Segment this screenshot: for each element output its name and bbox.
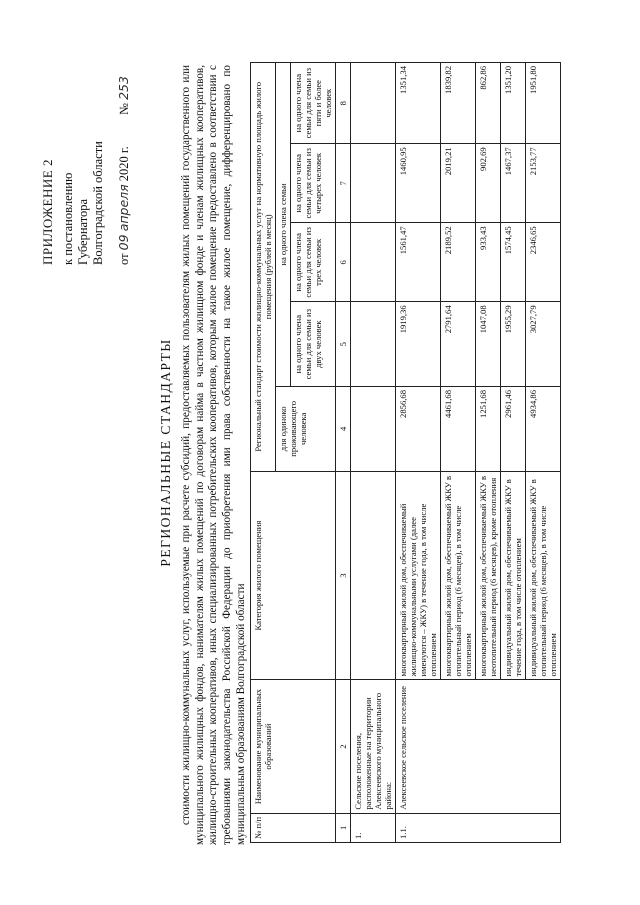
column-number: 1 [336,813,351,842]
column-number: 4 [336,387,351,472]
section-num: 1. [351,813,396,842]
value-cell: 902,69 [476,144,501,223]
handwritten-day: 09 [116,234,131,251]
value-cell: 1839,82 [441,63,476,144]
value-cell: 1955,29 [501,302,526,387]
column-number: 8 [336,63,351,144]
header-standard: Региональный стандарт стоимости жилищно-коммунальных услуг на нормативную площадь жилого помещения (рублей в месяц) [251,63,276,472]
category-cell: индивидуальный жилой дом, обеспечиваемый ЖКУ в отопительный период (6 месяцев), в том числе отоплением [526,471,561,680]
value-cell: 1919,36 [396,302,441,387]
column-number: 3 [336,471,351,680]
value-cell: 2153,77 [526,144,561,223]
appendix-line: Губернатора [76,198,90,265]
header-category: Категория жилого помещения [251,471,336,680]
column-number: 6 [336,223,351,302]
subsection-num: 1.1. [396,813,561,842]
header-family5: на одного члена семьи для семьи из пяти и более человек [291,63,336,144]
appendix-date: от 09 апреля 2020 г. № 253 [116,76,131,265]
column-number: 5 [336,302,351,387]
column-number: 7 [336,144,351,223]
header-family4: на одного члена семьи для семьи из четырех человек [291,144,336,223]
value-cell: 2346,65 [526,223,561,302]
value-cell: 1574,45 [501,223,526,302]
value-cell: 1351,20 [501,63,526,144]
value-cell: 3027,79 [526,302,561,387]
value-cell: 1951,80 [526,63,561,144]
table-header-row [251,63,276,843]
document-heading: РЕГИОНАЛЬНЫЕ СТАНДАРТЫ [158,338,173,567]
value-cell: 2856,68 [396,387,441,472]
value-cell: 1351,34 [396,63,441,144]
section-name: Сельские поселения, расположенные на территории Алексеевского муниципального района: [351,680,396,813]
header-per-member: на одного члена семьи [276,63,291,387]
appendix-line: к постановлению [61,172,75,265]
value-cell: 4934,86 [526,387,561,472]
value-cell: 2189,52 [441,223,476,302]
handwritten-month: апреля [116,184,131,232]
value-cell: 862,86 [476,63,501,144]
standards-table [250,62,561,843]
intro-paragraph: стоимости жилищно-коммунальных услуг, используемые при расчете субсидий, предоставляемых пользователям жилых помещений государственного или муниципального жилищных фондов, нанимателям жилых помещений по договорам найма в частном жилищном фонде и членам жилищных кооперативов, жилищно-строительных кооперативов, иных специализированных потребительских кооперативов, которым жилое помещение предоставлено в соответствии с требованиями законодательства Российской Федерации до приобретения ими права собственности на такое жилое помещение, дифференцировано по муниципальным образованиям Волгоградской области [180,65,247,845]
category-cell: многоквартирный жилой дом, обеспечиваемый жилищно-коммунальными услугами (далее именуются – ЖКУ) в течение года, в том числе отоплением [396,471,441,680]
column-number: 2 [336,680,351,813]
header-single: для одиноко проживающего человека [276,387,336,472]
value-cell: 1467,37 [501,144,526,223]
header-name: Наименование муниципальных образований [251,680,336,813]
subsection-name: Алексеевское сельское поселение [396,680,561,813]
value-cell: 4461,68 [441,387,476,472]
appendix-line: Волгоградской области [91,141,105,265]
handwritten-number: 253 [116,76,131,100]
header-num: № п/п [251,813,336,842]
value-cell: 1251,68 [476,387,501,472]
value-cell: 2791,64 [441,302,476,387]
appendix-title: ПРИЛОЖЕНИЕ 2 [40,159,55,265]
table-row [396,63,441,843]
column-numbers-row [336,63,351,843]
value-cell: 2961,46 [501,387,526,472]
value-cell: 1047,08 [476,302,501,387]
value-cell: 1460,95 [396,144,441,223]
category-cell: многоквартирный жилой дом, обеспечиваемый ЖКУ в неотопительный период (6 месяцев), кроме отопления [476,471,501,680]
category-cell: многоквартирный жилой дом, обеспечиваемый ЖКУ в отопительный период (6 месяцев), в том числе отоплением [441,471,476,680]
value-cell: 1561,47 [396,223,441,302]
appendix-block [40,25,132,265]
section-row [351,63,396,843]
category-cell: индивидуальный жилой дом, обеспечиваемый ЖКУ в течение года, в том числе отоплением [501,471,526,680]
value-cell: 2019,21 [441,144,476,223]
header-family3: на одного члена семьи для семьи из трех человек [291,223,336,302]
header-family2: на одного члена семьи для семьи из двух человек [291,302,336,387]
value-cell: 933,43 [476,223,501,302]
